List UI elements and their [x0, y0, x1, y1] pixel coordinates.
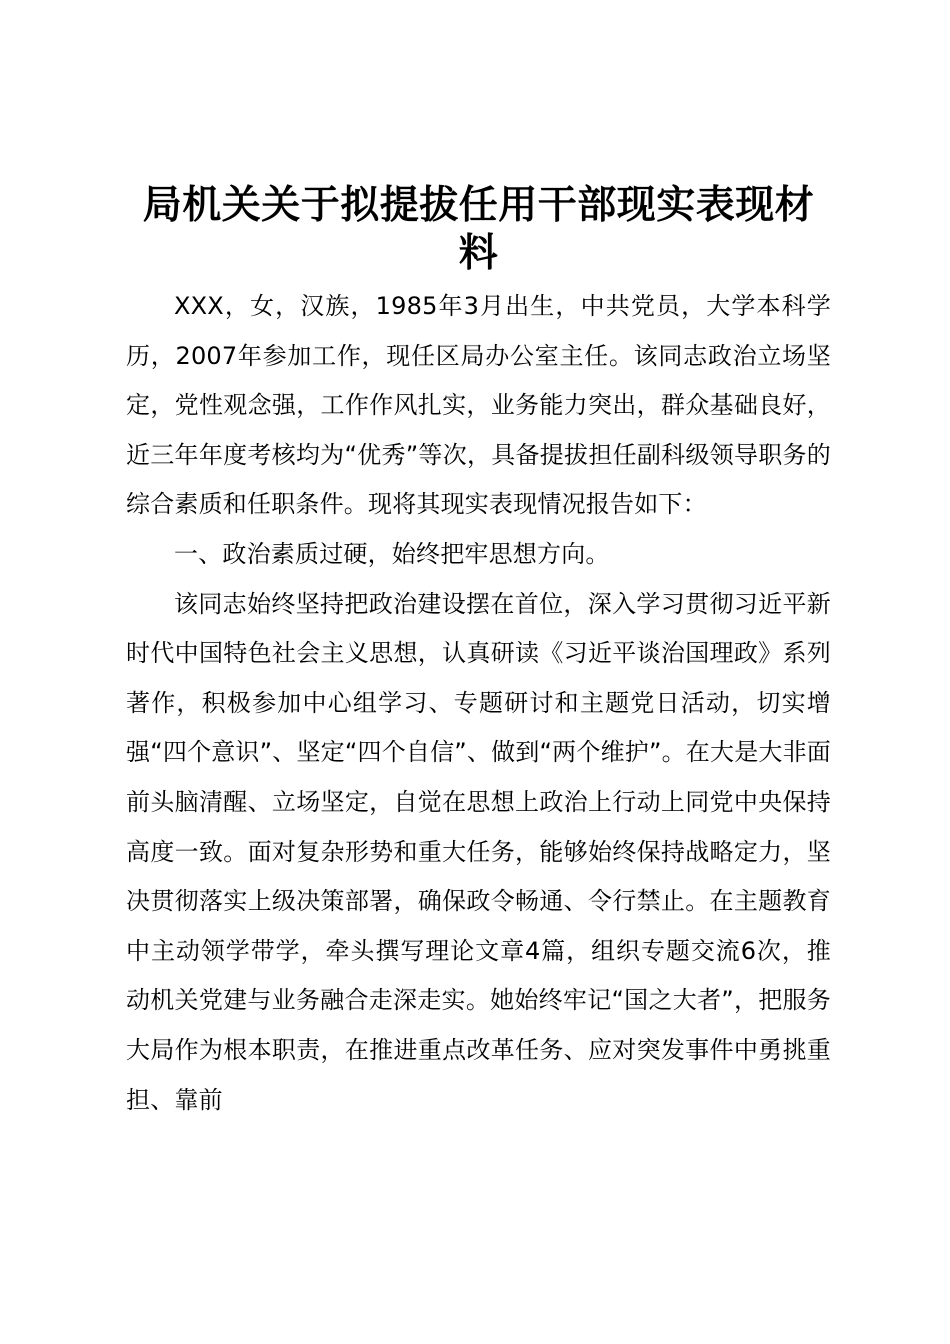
intro-paragraph: XXX，女，汉族，1985年3月出生，中共党员，大学本科学历，2007年参加工作，现任区局办公室主任。该同志政治立场坚定，党性观念强，工作作风扎实，业务能力突出，群众基础良好，近三年年度考核均为“优秀”等次，具备提拔担任副科级领导职务的综合素质和任职条件。现将其现实表现情况报告如下： — [126, 292, 831, 519]
section-1-paragraph: 该同志始终坚持把政治建设摆在首位，深入学习贯彻习近平新时代中国特色社会主义思想，认真研读《习近平谈治国理政》系列著作，积极参加中心组学习、专题研讨和主题党日活动，切实增强“四个意识”、坚定“四个自信”、做到“两个维护”。在大是大非面前头脑清醒、立场坚定，自觉在思想上政治上行动上同党中央保持高度一致。面对复杂形势和重大任务，能够始终保持战略定力，坚决贯彻落实上级决策部署，确保政令畅通、令行禁止。在主题教育中主动领学带学，牵头撰写理论文章4篇，组织专题交流6次，推动机关党建与业务融合走深走实。她始终牢记“国之大者”，把服务大局作为根本职责，在推进重点改革任务、应对突发事件中勇挑重担、靠前 — [126, 589, 831, 1114]
document-title: 局机关关于拟提拔任用干部现实表现材料 — [142, 183, 815, 276]
section-1-heading: 一、政治素质过硬，始终把牢思想方向。 — [174, 539, 610, 568]
document-body — [126, 182, 831, 1125]
